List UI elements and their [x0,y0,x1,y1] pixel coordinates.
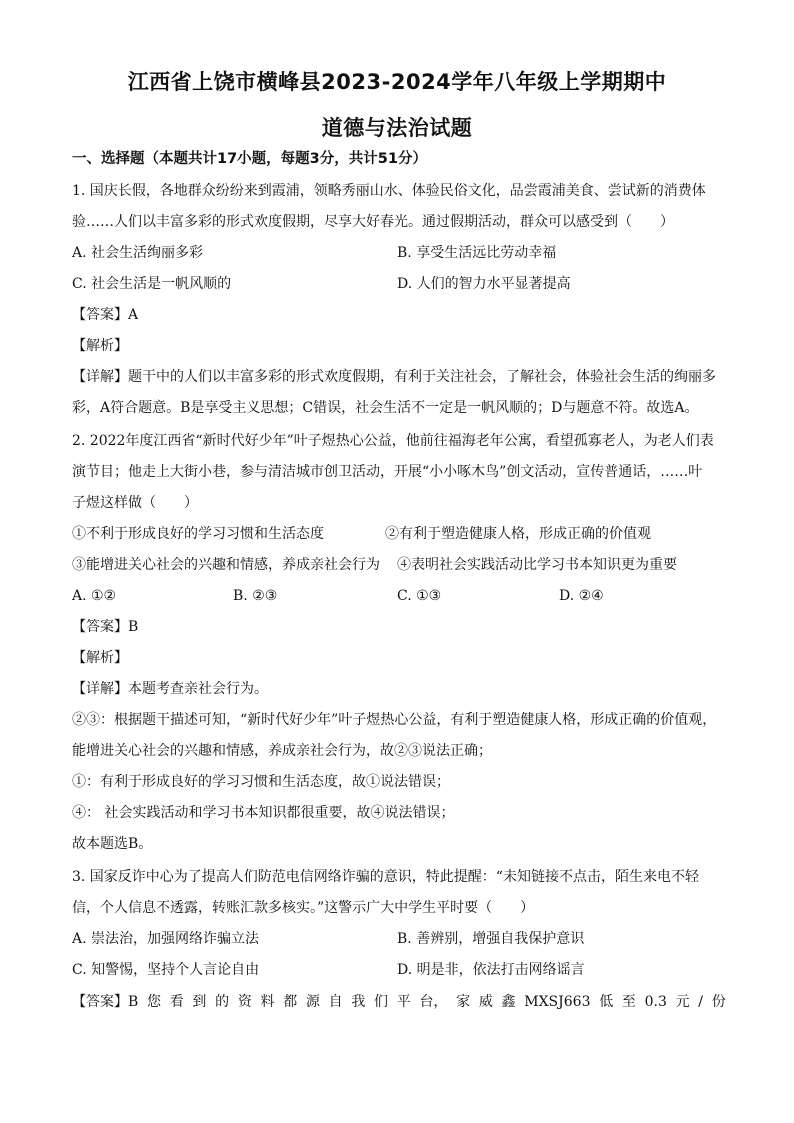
answer-word: / [698,994,703,1010]
question-3-option-d: D. 明是非，依法打击网络谣言 [397,962,585,978]
answer-word: MXSJ663 [524,994,591,1010]
question-2-option-c: C. ①③ [397,588,442,604]
answer-word: 威 [478,994,493,1010]
answer-word: 【答案】B [72,994,139,1010]
answer-word: 您 [147,994,161,1010]
answer-word: 至 [621,994,636,1010]
question-1-option-b: B. 享受生活远比劳动幸福 [397,245,557,261]
question-1-option-a: A. 社会生活绚丽多彩 [72,245,204,261]
section-heading: 一、选择题（本题共计17小题，每题3分，共计51分） [72,151,427,167]
question-1-stem-line-2: 验……人们以丰富多彩的形式欢度假期，尽享大好春光。通过假期活动，群众可以感受到（ ） [72,214,674,230]
question-3-stem-line-2: 信，个人信息不透露，转账汇款多核实。”这警示广大中学生平时要（ ） [72,900,535,916]
question-2-detail-line-3: 能增进关心社会的兴趣和情感，养成亲社会行为，故②③说法正确； [72,743,492,759]
question-2-statement-1: ①不利于形成良好的学习习惯和生活态度 [72,526,324,542]
question-2-detail-line-1: 【详解】本题考查亲社会行为。 [72,681,268,697]
question-2-detail-line-5: ④： 社会实践活动和学习书本知识都很重要，故④说法错误； [72,805,455,821]
answer-word: 到 [192,994,207,1010]
question-2-analysis-label: 【解析】 [72,650,128,666]
question-1-detail-line-1: 【详解】题干中的人们以丰富多彩的形式欢度假期，有利于关注社会，了解社会，体验社会生活的绚丽多 [72,369,716,385]
question-2-detail-line-6: 故本题选B。 [72,836,153,852]
answer-word: 们 [374,994,389,1010]
question-2-stem-line-2: 演节目；他走上大街小巷，参与清洁城市创卫活动，开展“小小啄木鸟”创文活动，宣传普通话，……叶 [72,464,703,480]
question-1-stem-line-1: 1. 国庆长假，各地群众纷纷来到霞浦，领略秀丽山水、体验民俗文化，品尝霞浦美食、尝试新的消费体 [72,183,706,199]
question-2-statement-3: ③能增进关心社会的兴趣和情感，养成亲社会行为 [72,557,380,573]
answer-word: 家 [456,994,471,1010]
answer-word: 份 [711,994,726,1010]
answer-word: 鑫 [501,994,516,1010]
question-1-detail-line-2: 彩，A符合题意。B是享受主义思想；C错误，社会生活不一定是一帆风顺的；D与题意不符。故选A。 [72,400,699,416]
answer-word: 我 [351,994,366,1010]
question-1-option-d: D. 人们的智力水平显著提高 [397,276,571,292]
question-2-answer: 【答案】B [72,619,139,635]
answer-word: 台， [419,994,448,1010]
question-2-stem-line-3: 子煜这样做（ ） [72,495,198,511]
question-3-option-c: C. 知警惕，坚持个人言论自由 [72,962,260,978]
question-2-detail-line-2: ②③：根据题干描述可知，“新时代好少年”叶子煜热心公益，有利于塑造健康人格，形成正确的价值观， [72,712,717,728]
answer-word: 平 [396,994,411,1010]
question-3-option-a: A. 崇法治，加强网络诈骗立法 [72,931,260,947]
answer-word: 看 [169,994,184,1010]
question-3-option-b: B. 善辨别，增强自我保护意识 [397,931,585,947]
document-subtitle: 道德与法治试题 [321,116,473,140]
question-1-answer: 【答案】A [72,307,139,323]
question-1-option-c: C. 社会生活是一帆风顺的 [72,276,232,292]
question-2-option-d: D. ②④ [559,588,604,604]
answer-word: 元 [675,994,690,1010]
answer-word: 料 [260,994,275,1010]
question-3-stem-line-1: 3. 国家反诈中心为了提高人们防范电信网络诈骗的意识，特此提醒：“未知链接不点击，陌生来电不轻 [72,869,699,885]
answer-word: 自 [328,994,343,1010]
question-1-analysis-label: 【解析】 [72,338,128,354]
answer-word: 0.3 [644,994,667,1010]
question-3-answer-line [72,993,726,1011]
answer-word: 的 [215,994,230,1010]
question-2-stem-line-1: 2. 2022年度江西省“新时代好少年”叶子煜热心公益，他前往福海老年公寓，看望孤寡老人，为老人们表 [72,433,714,449]
answer-word: 资 [237,994,252,1010]
question-2-option-b: B. ②③ [233,588,278,604]
document-title: 江西省上饶市横峰县2023-2024学年八年级上学期期中 [127,70,667,94]
answer-word: 都 [283,994,298,1010]
question-2-detail-line-4: ①：有利于形成良好的学习习惯和生活态度，故①说法错误； [72,774,450,790]
answer-word: 低 [599,994,614,1010]
question-2-statement-4: ④表明社会实践活动比学习书本知识更为重要 [397,557,677,573]
question-2-statement-2: ②有利于塑造健康人格，形成正确的价值观 [385,526,651,542]
question-2-option-a: A. ①② [72,588,117,604]
answer-word: 源 [305,994,320,1010]
